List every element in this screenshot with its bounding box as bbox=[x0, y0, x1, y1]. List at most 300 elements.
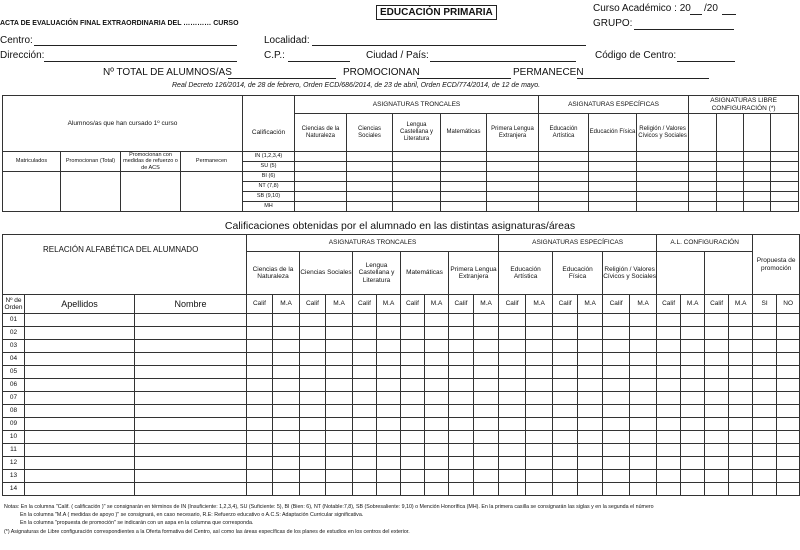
si-cell[interactable] bbox=[753, 327, 777, 340]
summary-cell[interactable] bbox=[717, 182, 744, 192]
calif-cell[interactable] bbox=[705, 314, 729, 327]
ma-cell[interactable] bbox=[578, 418, 603, 431]
calif-cell[interactable] bbox=[247, 418, 273, 431]
summary-cell[interactable] bbox=[717, 162, 744, 172]
calif-cell[interactable] bbox=[603, 366, 630, 379]
nombre-cell[interactable] bbox=[135, 405, 247, 418]
ma-cell[interactable] bbox=[377, 353, 401, 366]
summary-cell[interactable] bbox=[393, 202, 441, 212]
calif-cell[interactable] bbox=[553, 457, 578, 470]
calif-cell[interactable] bbox=[553, 418, 578, 431]
calif-cell[interactable] bbox=[449, 405, 474, 418]
summary-cell[interactable] bbox=[744, 172, 771, 182]
ma-cell[interactable] bbox=[273, 444, 300, 457]
calif-cell[interactable] bbox=[657, 457, 681, 470]
summary-cell[interactable] bbox=[717, 152, 744, 162]
ma-cell[interactable] bbox=[630, 392, 657, 405]
direccion-field[interactable] bbox=[44, 61, 237, 62]
cp-field[interactable] bbox=[288, 61, 350, 62]
summary-cell[interactable] bbox=[771, 152, 799, 162]
si-cell[interactable] bbox=[753, 483, 777, 496]
si-cell[interactable] bbox=[753, 470, 777, 483]
calif-cell[interactable] bbox=[401, 327, 425, 340]
calif-cell[interactable] bbox=[705, 405, 729, 418]
summary-cell[interactable] bbox=[295, 182, 347, 192]
ma-cell[interactable] bbox=[326, 353, 353, 366]
calif-cell[interactable] bbox=[401, 379, 425, 392]
calif-cell[interactable] bbox=[705, 379, 729, 392]
summary-cell[interactable] bbox=[295, 162, 347, 172]
ma-cell[interactable] bbox=[526, 327, 553, 340]
calif-cell[interactable] bbox=[499, 392, 526, 405]
calif-cell[interactable] bbox=[553, 405, 578, 418]
summary-cell[interactable] bbox=[689, 172, 717, 182]
summary-cell[interactable] bbox=[295, 192, 347, 202]
calif-cell[interactable] bbox=[603, 379, 630, 392]
calif-cell[interactable] bbox=[449, 327, 474, 340]
calif-cell[interactable] bbox=[553, 366, 578, 379]
summary-cell[interactable] bbox=[539, 182, 589, 192]
summary-cell[interactable] bbox=[487, 182, 539, 192]
ma-cell[interactable] bbox=[377, 470, 401, 483]
calif-cell[interactable] bbox=[353, 405, 377, 418]
summary-cell[interactable] bbox=[441, 182, 487, 192]
summary-cell[interactable] bbox=[441, 152, 487, 162]
ma-cell[interactable] bbox=[326, 340, 353, 353]
calif-cell[interactable] bbox=[401, 405, 425, 418]
si-cell[interactable] bbox=[753, 431, 777, 444]
calif-cell[interactable] bbox=[449, 483, 474, 496]
ma-cell[interactable] bbox=[526, 470, 553, 483]
apellidos-cell[interactable] bbox=[25, 379, 135, 392]
ma-cell[interactable] bbox=[326, 379, 353, 392]
si-cell[interactable] bbox=[753, 314, 777, 327]
calif-cell[interactable] bbox=[705, 366, 729, 379]
apellidos-cell[interactable] bbox=[25, 444, 135, 457]
no-cell[interactable] bbox=[777, 379, 800, 392]
ma-cell[interactable] bbox=[474, 444, 499, 457]
calif-cell[interactable] bbox=[603, 405, 630, 418]
calif-cell[interactable] bbox=[300, 314, 326, 327]
calif-cell[interactable] bbox=[449, 431, 474, 444]
ma-cell[interactable] bbox=[273, 457, 300, 470]
apellidos-cell[interactable] bbox=[25, 483, 135, 496]
calif-cell[interactable] bbox=[401, 483, 425, 496]
calif-cell[interactable] bbox=[300, 340, 326, 353]
calif-cell[interactable] bbox=[705, 431, 729, 444]
summary-cell[interactable] bbox=[347, 152, 393, 162]
summary-cell[interactable] bbox=[637, 202, 689, 212]
no-cell[interactable] bbox=[777, 444, 800, 457]
libre-cell[interactable] bbox=[717, 114, 744, 152]
summary-cell[interactable] bbox=[744, 202, 771, 212]
ma-cell[interactable] bbox=[578, 314, 603, 327]
ma-cell[interactable] bbox=[326, 444, 353, 457]
summary-cell[interactable] bbox=[689, 202, 717, 212]
ma-cell[interactable] bbox=[729, 379, 753, 392]
calif-cell[interactable] bbox=[449, 353, 474, 366]
ma-cell[interactable] bbox=[526, 418, 553, 431]
ma-cell[interactable] bbox=[474, 327, 499, 340]
calif-cell[interactable] bbox=[353, 444, 377, 457]
ma-cell[interactable] bbox=[474, 340, 499, 353]
calif-cell[interactable] bbox=[449, 340, 474, 353]
nombre-cell[interactable] bbox=[135, 392, 247, 405]
calif-cell[interactable] bbox=[247, 457, 273, 470]
no-cell[interactable] bbox=[777, 470, 800, 483]
calif-cell[interactable] bbox=[553, 470, 578, 483]
ma-cell[interactable] bbox=[425, 431, 449, 444]
nombre-cell[interactable] bbox=[135, 353, 247, 366]
calif-cell[interactable] bbox=[553, 444, 578, 457]
ma-cell[interactable] bbox=[326, 431, 353, 444]
ma-cell[interactable] bbox=[425, 379, 449, 392]
calif-cell[interactable] bbox=[657, 470, 681, 483]
si-cell[interactable] bbox=[753, 405, 777, 418]
promocionan-total-value-cell[interactable] bbox=[61, 172, 121, 212]
ma-cell[interactable] bbox=[474, 379, 499, 392]
matriculados-value-cell[interactable] bbox=[3, 172, 61, 212]
calif-cell[interactable] bbox=[247, 431, 273, 444]
apellidos-cell[interactable] bbox=[25, 431, 135, 444]
ma-cell[interactable] bbox=[729, 431, 753, 444]
summary-cell[interactable] bbox=[689, 192, 717, 202]
ma-cell[interactable] bbox=[326, 483, 353, 496]
summary-cell[interactable] bbox=[717, 172, 744, 182]
ma-cell[interactable] bbox=[729, 444, 753, 457]
calif-cell[interactable] bbox=[449, 392, 474, 405]
no-cell[interactable] bbox=[777, 418, 800, 431]
ma-cell[interactable] bbox=[729, 470, 753, 483]
calif-cell[interactable] bbox=[353, 457, 377, 470]
calif-cell[interactable] bbox=[657, 379, 681, 392]
calif-cell[interactable] bbox=[247, 444, 273, 457]
si-cell[interactable] bbox=[753, 418, 777, 431]
summary-cell[interactable] bbox=[487, 152, 539, 162]
summary-cell[interactable] bbox=[487, 162, 539, 172]
ma-cell[interactable] bbox=[729, 353, 753, 366]
ma-cell[interactable] bbox=[526, 444, 553, 457]
calif-cell[interactable] bbox=[300, 457, 326, 470]
ma-cell[interactable] bbox=[273, 405, 300, 418]
codigo-centro-field[interactable] bbox=[677, 61, 735, 62]
ma-cell[interactable] bbox=[273, 483, 300, 496]
calif-cell[interactable] bbox=[353, 470, 377, 483]
apellidos-cell[interactable] bbox=[25, 418, 135, 431]
ma-cell[interactable] bbox=[729, 314, 753, 327]
apellidos-cell[interactable] bbox=[25, 457, 135, 470]
summary-cell[interactable] bbox=[717, 192, 744, 202]
calif-cell[interactable] bbox=[657, 405, 681, 418]
libre-cell[interactable] bbox=[771, 114, 799, 152]
ma-cell[interactable] bbox=[377, 431, 401, 444]
summary-cell[interactable] bbox=[393, 192, 441, 202]
ma-cell[interactable] bbox=[377, 405, 401, 418]
ma-cell[interactable] bbox=[729, 405, 753, 418]
ma-cell[interactable] bbox=[630, 405, 657, 418]
permanecen-value-cell[interactable] bbox=[181, 172, 243, 212]
summary-cell[interactable] bbox=[771, 172, 799, 182]
ma-cell[interactable] bbox=[377, 483, 401, 496]
apellidos-cell[interactable] bbox=[25, 366, 135, 379]
calif-cell[interactable] bbox=[705, 392, 729, 405]
si-cell[interactable] bbox=[753, 340, 777, 353]
apellidos-cell[interactable] bbox=[25, 470, 135, 483]
ma-cell[interactable] bbox=[273, 379, 300, 392]
ma-cell[interactable] bbox=[377, 340, 401, 353]
ma-cell[interactable] bbox=[526, 392, 553, 405]
calif-cell[interactable] bbox=[401, 392, 425, 405]
calif-cell[interactable] bbox=[300, 431, 326, 444]
calif-cell[interactable] bbox=[499, 379, 526, 392]
calif-cell[interactable] bbox=[657, 483, 681, 496]
calif-cell[interactable] bbox=[499, 353, 526, 366]
calif-cell[interactable] bbox=[300, 366, 326, 379]
calif-cell[interactable] bbox=[657, 366, 681, 379]
calif-cell[interactable] bbox=[499, 366, 526, 379]
al-config-subject-cell[interactable] bbox=[657, 252, 705, 295]
calif-cell[interactable] bbox=[499, 405, 526, 418]
apellidos-cell[interactable] bbox=[25, 340, 135, 353]
summary-cell[interactable] bbox=[744, 162, 771, 172]
calif-cell[interactable] bbox=[553, 314, 578, 327]
calif-cell[interactable] bbox=[247, 470, 273, 483]
ma-cell[interactable] bbox=[578, 405, 603, 418]
ma-cell[interactable] bbox=[425, 340, 449, 353]
calif-cell[interactable] bbox=[247, 314, 273, 327]
calif-cell[interactable] bbox=[553, 353, 578, 366]
ma-cell[interactable] bbox=[474, 483, 499, 496]
apellidos-cell[interactable] bbox=[25, 392, 135, 405]
ma-cell[interactable] bbox=[377, 379, 401, 392]
summary-cell[interactable] bbox=[637, 152, 689, 162]
summary-cell[interactable] bbox=[717, 202, 744, 212]
ma-cell[interactable] bbox=[578, 379, 603, 392]
calif-cell[interactable] bbox=[603, 340, 630, 353]
ma-cell[interactable] bbox=[425, 327, 449, 340]
ma-cell[interactable] bbox=[681, 392, 705, 405]
ma-cell[interactable] bbox=[474, 392, 499, 405]
ma-cell[interactable] bbox=[630, 431, 657, 444]
calif-cell[interactable] bbox=[353, 392, 377, 405]
calif-cell[interactable] bbox=[353, 483, 377, 496]
ma-cell[interactable] bbox=[526, 314, 553, 327]
ma-cell[interactable] bbox=[526, 366, 553, 379]
ma-cell[interactable] bbox=[681, 327, 705, 340]
calif-cell[interactable] bbox=[657, 327, 681, 340]
ma-cell[interactable] bbox=[630, 379, 657, 392]
calif-cell[interactable] bbox=[553, 379, 578, 392]
calif-cell[interactable] bbox=[353, 314, 377, 327]
ma-cell[interactable] bbox=[377, 457, 401, 470]
ma-cell[interactable] bbox=[578, 353, 603, 366]
ma-cell[interactable] bbox=[578, 327, 603, 340]
calif-cell[interactable] bbox=[603, 431, 630, 444]
summary-cell[interactable] bbox=[637, 182, 689, 192]
calif-cell[interactable] bbox=[657, 431, 681, 444]
calif-cell[interactable] bbox=[499, 431, 526, 444]
calif-cell[interactable] bbox=[705, 418, 729, 431]
ma-cell[interactable] bbox=[630, 340, 657, 353]
ma-cell[interactable] bbox=[273, 366, 300, 379]
ma-cell[interactable] bbox=[474, 470, 499, 483]
summary-cell[interactable] bbox=[441, 192, 487, 202]
ma-cell[interactable] bbox=[681, 444, 705, 457]
ma-cell[interactable] bbox=[425, 392, 449, 405]
calif-cell[interactable] bbox=[247, 327, 273, 340]
calif-cell[interactable] bbox=[401, 457, 425, 470]
summary-cell[interactable] bbox=[441, 162, 487, 172]
calif-cell[interactable] bbox=[300, 327, 326, 340]
no-cell[interactable] bbox=[777, 340, 800, 353]
summary-cell[interactable] bbox=[393, 182, 441, 192]
ma-cell[interactable] bbox=[273, 418, 300, 431]
calif-cell[interactable] bbox=[553, 392, 578, 405]
ma-cell[interactable] bbox=[377, 392, 401, 405]
ma-cell[interactable] bbox=[681, 418, 705, 431]
calif-cell[interactable] bbox=[603, 444, 630, 457]
calif-cell[interactable] bbox=[353, 327, 377, 340]
ma-cell[interactable] bbox=[326, 392, 353, 405]
ma-cell[interactable] bbox=[526, 431, 553, 444]
no-cell[interactable] bbox=[777, 405, 800, 418]
ma-cell[interactable] bbox=[578, 392, 603, 405]
calif-cell[interactable] bbox=[603, 418, 630, 431]
calif-cell[interactable] bbox=[657, 444, 681, 457]
summary-cell[interactable] bbox=[744, 182, 771, 192]
ma-cell[interactable] bbox=[377, 366, 401, 379]
ma-cell[interactable] bbox=[630, 314, 657, 327]
calif-cell[interactable] bbox=[401, 470, 425, 483]
calif-cell[interactable] bbox=[499, 327, 526, 340]
calif-cell[interactable] bbox=[353, 340, 377, 353]
ma-cell[interactable] bbox=[729, 392, 753, 405]
no-cell[interactable] bbox=[777, 314, 800, 327]
nombre-cell[interactable] bbox=[135, 483, 247, 496]
ma-cell[interactable] bbox=[681, 431, 705, 444]
ma-cell[interactable] bbox=[326, 457, 353, 470]
ma-cell[interactable] bbox=[729, 457, 753, 470]
summary-cell[interactable] bbox=[771, 192, 799, 202]
ma-cell[interactable] bbox=[681, 405, 705, 418]
ma-cell[interactable] bbox=[526, 457, 553, 470]
calif-cell[interactable] bbox=[247, 340, 273, 353]
ma-cell[interactable] bbox=[273, 340, 300, 353]
ma-cell[interactable] bbox=[681, 366, 705, 379]
ma-cell[interactable] bbox=[377, 314, 401, 327]
calif-cell[interactable] bbox=[449, 366, 474, 379]
nombre-cell[interactable] bbox=[135, 340, 247, 353]
ma-cell[interactable] bbox=[377, 444, 401, 457]
calif-cell[interactable] bbox=[553, 340, 578, 353]
ma-cell[interactable] bbox=[681, 483, 705, 496]
summary-cell[interactable] bbox=[295, 202, 347, 212]
summary-cell[interactable] bbox=[637, 192, 689, 202]
summary-cell[interactable] bbox=[393, 172, 441, 182]
calif-cell[interactable] bbox=[401, 444, 425, 457]
calif-cell[interactable] bbox=[247, 405, 273, 418]
summary-cell[interactable] bbox=[689, 182, 717, 192]
calif-cell[interactable] bbox=[657, 314, 681, 327]
summary-cell[interactable] bbox=[347, 182, 393, 192]
ma-cell[interactable] bbox=[578, 457, 603, 470]
summary-cell[interactable] bbox=[689, 162, 717, 172]
calif-cell[interactable] bbox=[247, 483, 273, 496]
summary-cell[interactable] bbox=[441, 172, 487, 182]
ma-cell[interactable] bbox=[474, 418, 499, 431]
calif-cell[interactable] bbox=[353, 431, 377, 444]
calif-cell[interactable] bbox=[499, 314, 526, 327]
calif-cell[interactable] bbox=[705, 483, 729, 496]
promocionan-field[interactable] bbox=[417, 78, 511, 79]
calif-cell[interactable] bbox=[300, 444, 326, 457]
summary-cell[interactable] bbox=[295, 172, 347, 182]
nombre-cell[interactable] bbox=[135, 470, 247, 483]
summary-cell[interactable] bbox=[347, 192, 393, 202]
ma-cell[interactable] bbox=[273, 314, 300, 327]
calif-cell[interactable] bbox=[603, 327, 630, 340]
calif-cell[interactable] bbox=[603, 470, 630, 483]
summary-cell[interactable] bbox=[637, 172, 689, 182]
calif-cell[interactable] bbox=[657, 392, 681, 405]
summary-cell[interactable] bbox=[744, 192, 771, 202]
ma-cell[interactable] bbox=[474, 431, 499, 444]
ma-cell[interactable] bbox=[729, 418, 753, 431]
no-cell[interactable] bbox=[777, 353, 800, 366]
ma-cell[interactable] bbox=[681, 340, 705, 353]
calif-cell[interactable] bbox=[603, 457, 630, 470]
ma-cell[interactable] bbox=[578, 444, 603, 457]
si-cell[interactable] bbox=[753, 444, 777, 457]
summary-cell[interactable] bbox=[295, 152, 347, 162]
ma-cell[interactable] bbox=[425, 444, 449, 457]
total-alumnos-field[interactable] bbox=[228, 78, 336, 79]
ma-cell[interactable] bbox=[425, 457, 449, 470]
ma-cell[interactable] bbox=[526, 340, 553, 353]
curso-year2-field[interactable] bbox=[722, 14, 736, 15]
ma-cell[interactable] bbox=[326, 470, 353, 483]
localidad-field[interactable] bbox=[312, 45, 586, 46]
calif-cell[interactable] bbox=[353, 418, 377, 431]
ma-cell[interactable] bbox=[681, 314, 705, 327]
si-cell[interactable] bbox=[753, 392, 777, 405]
calif-cell[interactable] bbox=[705, 444, 729, 457]
calif-cell[interactable] bbox=[553, 327, 578, 340]
ma-cell[interactable] bbox=[326, 418, 353, 431]
si-cell[interactable] bbox=[753, 366, 777, 379]
promocionan-refuerzo-value-cell[interactable] bbox=[121, 172, 181, 212]
ma-cell[interactable] bbox=[326, 327, 353, 340]
no-cell[interactable] bbox=[777, 327, 800, 340]
si-cell[interactable] bbox=[753, 457, 777, 470]
calif-cell[interactable] bbox=[449, 379, 474, 392]
calif-cell[interactable] bbox=[705, 353, 729, 366]
nombre-cell[interactable] bbox=[135, 314, 247, 327]
ma-cell[interactable] bbox=[474, 405, 499, 418]
grupo-field[interactable] bbox=[634, 29, 734, 30]
calif-cell[interactable] bbox=[247, 353, 273, 366]
summary-cell[interactable] bbox=[589, 192, 637, 202]
summary-cell[interactable] bbox=[771, 202, 799, 212]
summary-cell[interactable] bbox=[589, 202, 637, 212]
summary-cell[interactable] bbox=[539, 202, 589, 212]
summary-cell[interactable] bbox=[393, 162, 441, 172]
calif-cell[interactable] bbox=[300, 483, 326, 496]
calif-cell[interactable] bbox=[553, 431, 578, 444]
summary-cell[interactable] bbox=[347, 172, 393, 182]
calif-cell[interactable] bbox=[449, 314, 474, 327]
no-cell[interactable] bbox=[777, 483, 800, 496]
